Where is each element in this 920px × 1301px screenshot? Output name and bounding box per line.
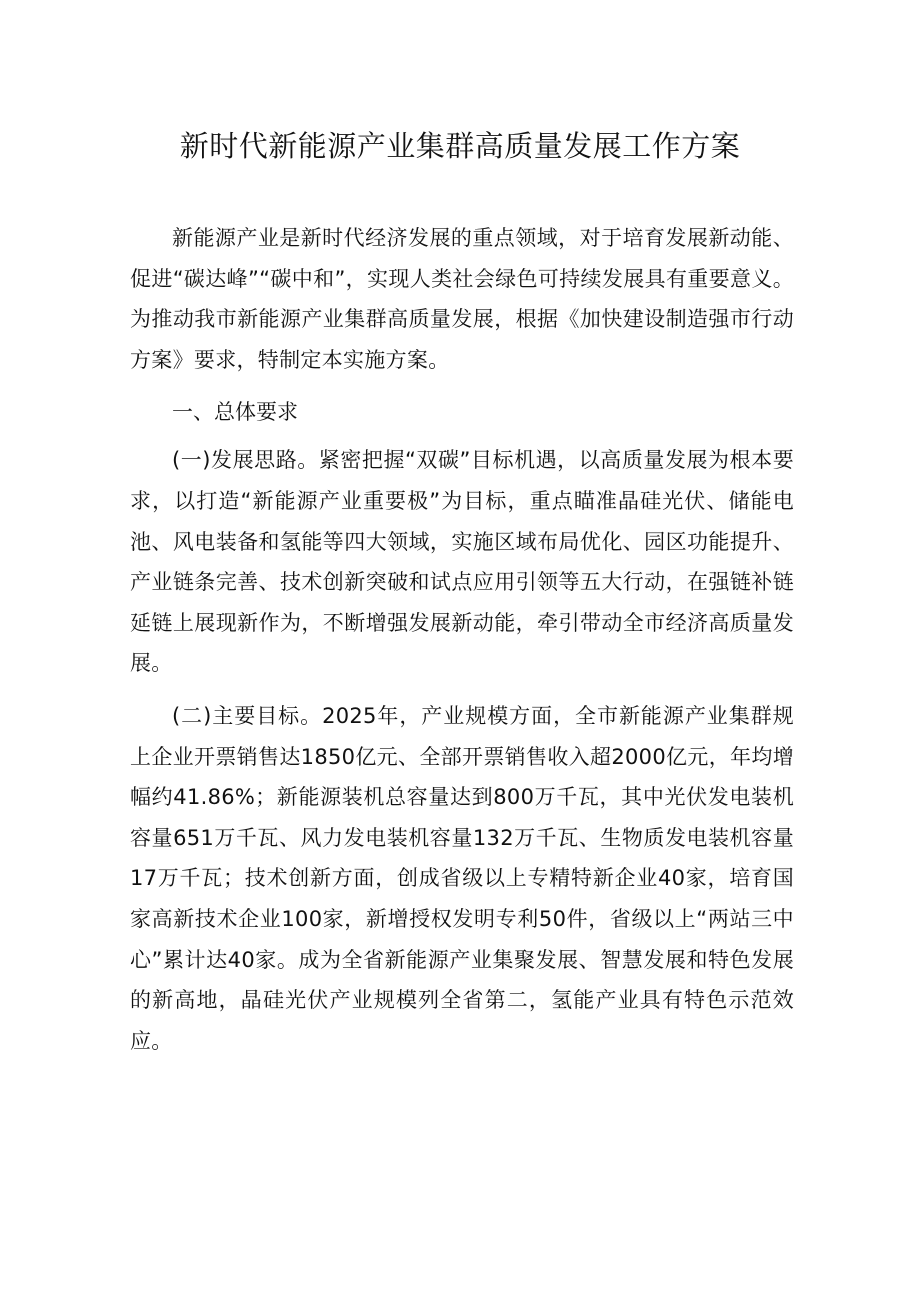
document-body xyxy=(130,218,794,1061)
document-title: 新时代新能源产业集群高质量发展工作方案 xyxy=(179,129,741,163)
intro-paragraph: 新能源产业是新时代经济发展的重点领域，对于培育发展新动能、促进“碳达峰”“碳中和”，实现人类社会绿色可持续发展具有重要意义。为推动我市新能源产业集群高质量发展，根据《加快建设制造强市行动方案》要求，特制定本实施方案。 xyxy=(130,226,794,372)
development-ideas-paragraph: (一)发展思路。紧密把握“双碳”目标机遇，以高质量发展为根本要求，以打造“新能源产业重要极”为目标，重点瞄准晶硅光伏、储能电池、风电装备和氢能等四大领域，实施区域布局优化、园区功能提升、产业链条完善、技术创新突破和试点应用引领等五大行动，在强链补链延链上展现新作为，不断增强发展新动能，牵引带动全市经济高质量发展。 xyxy=(130,448,794,676)
main-goals-paragraph: (二)主要目标。2025年，产业规模方面，全市新能源产业集群规上企业开票销售达1850亿元、全部开票销售收入超2000亿元，年均增幅约41.86%；新能源装机总容量达到800万千瓦，其中光伏发电装机容量651万千瓦、风力发电装机容量132万千瓦、生物质发电装机容量17万千瓦；技术创新方面，创成省级以上专精特新企业40家，培育国家高新技术企业100家，新增授权发明专利50件，省级以上“两站三中心”累计达40家。成为全省新能源产业集聚发展、智慧发展和特色发展的新高地，晶硅光伏产业规模列全省第二，氢能产业具有特色示范效应。 xyxy=(130,703,794,1053)
section-heading-general-requirements: 一、总体要求 xyxy=(172,400,298,425)
